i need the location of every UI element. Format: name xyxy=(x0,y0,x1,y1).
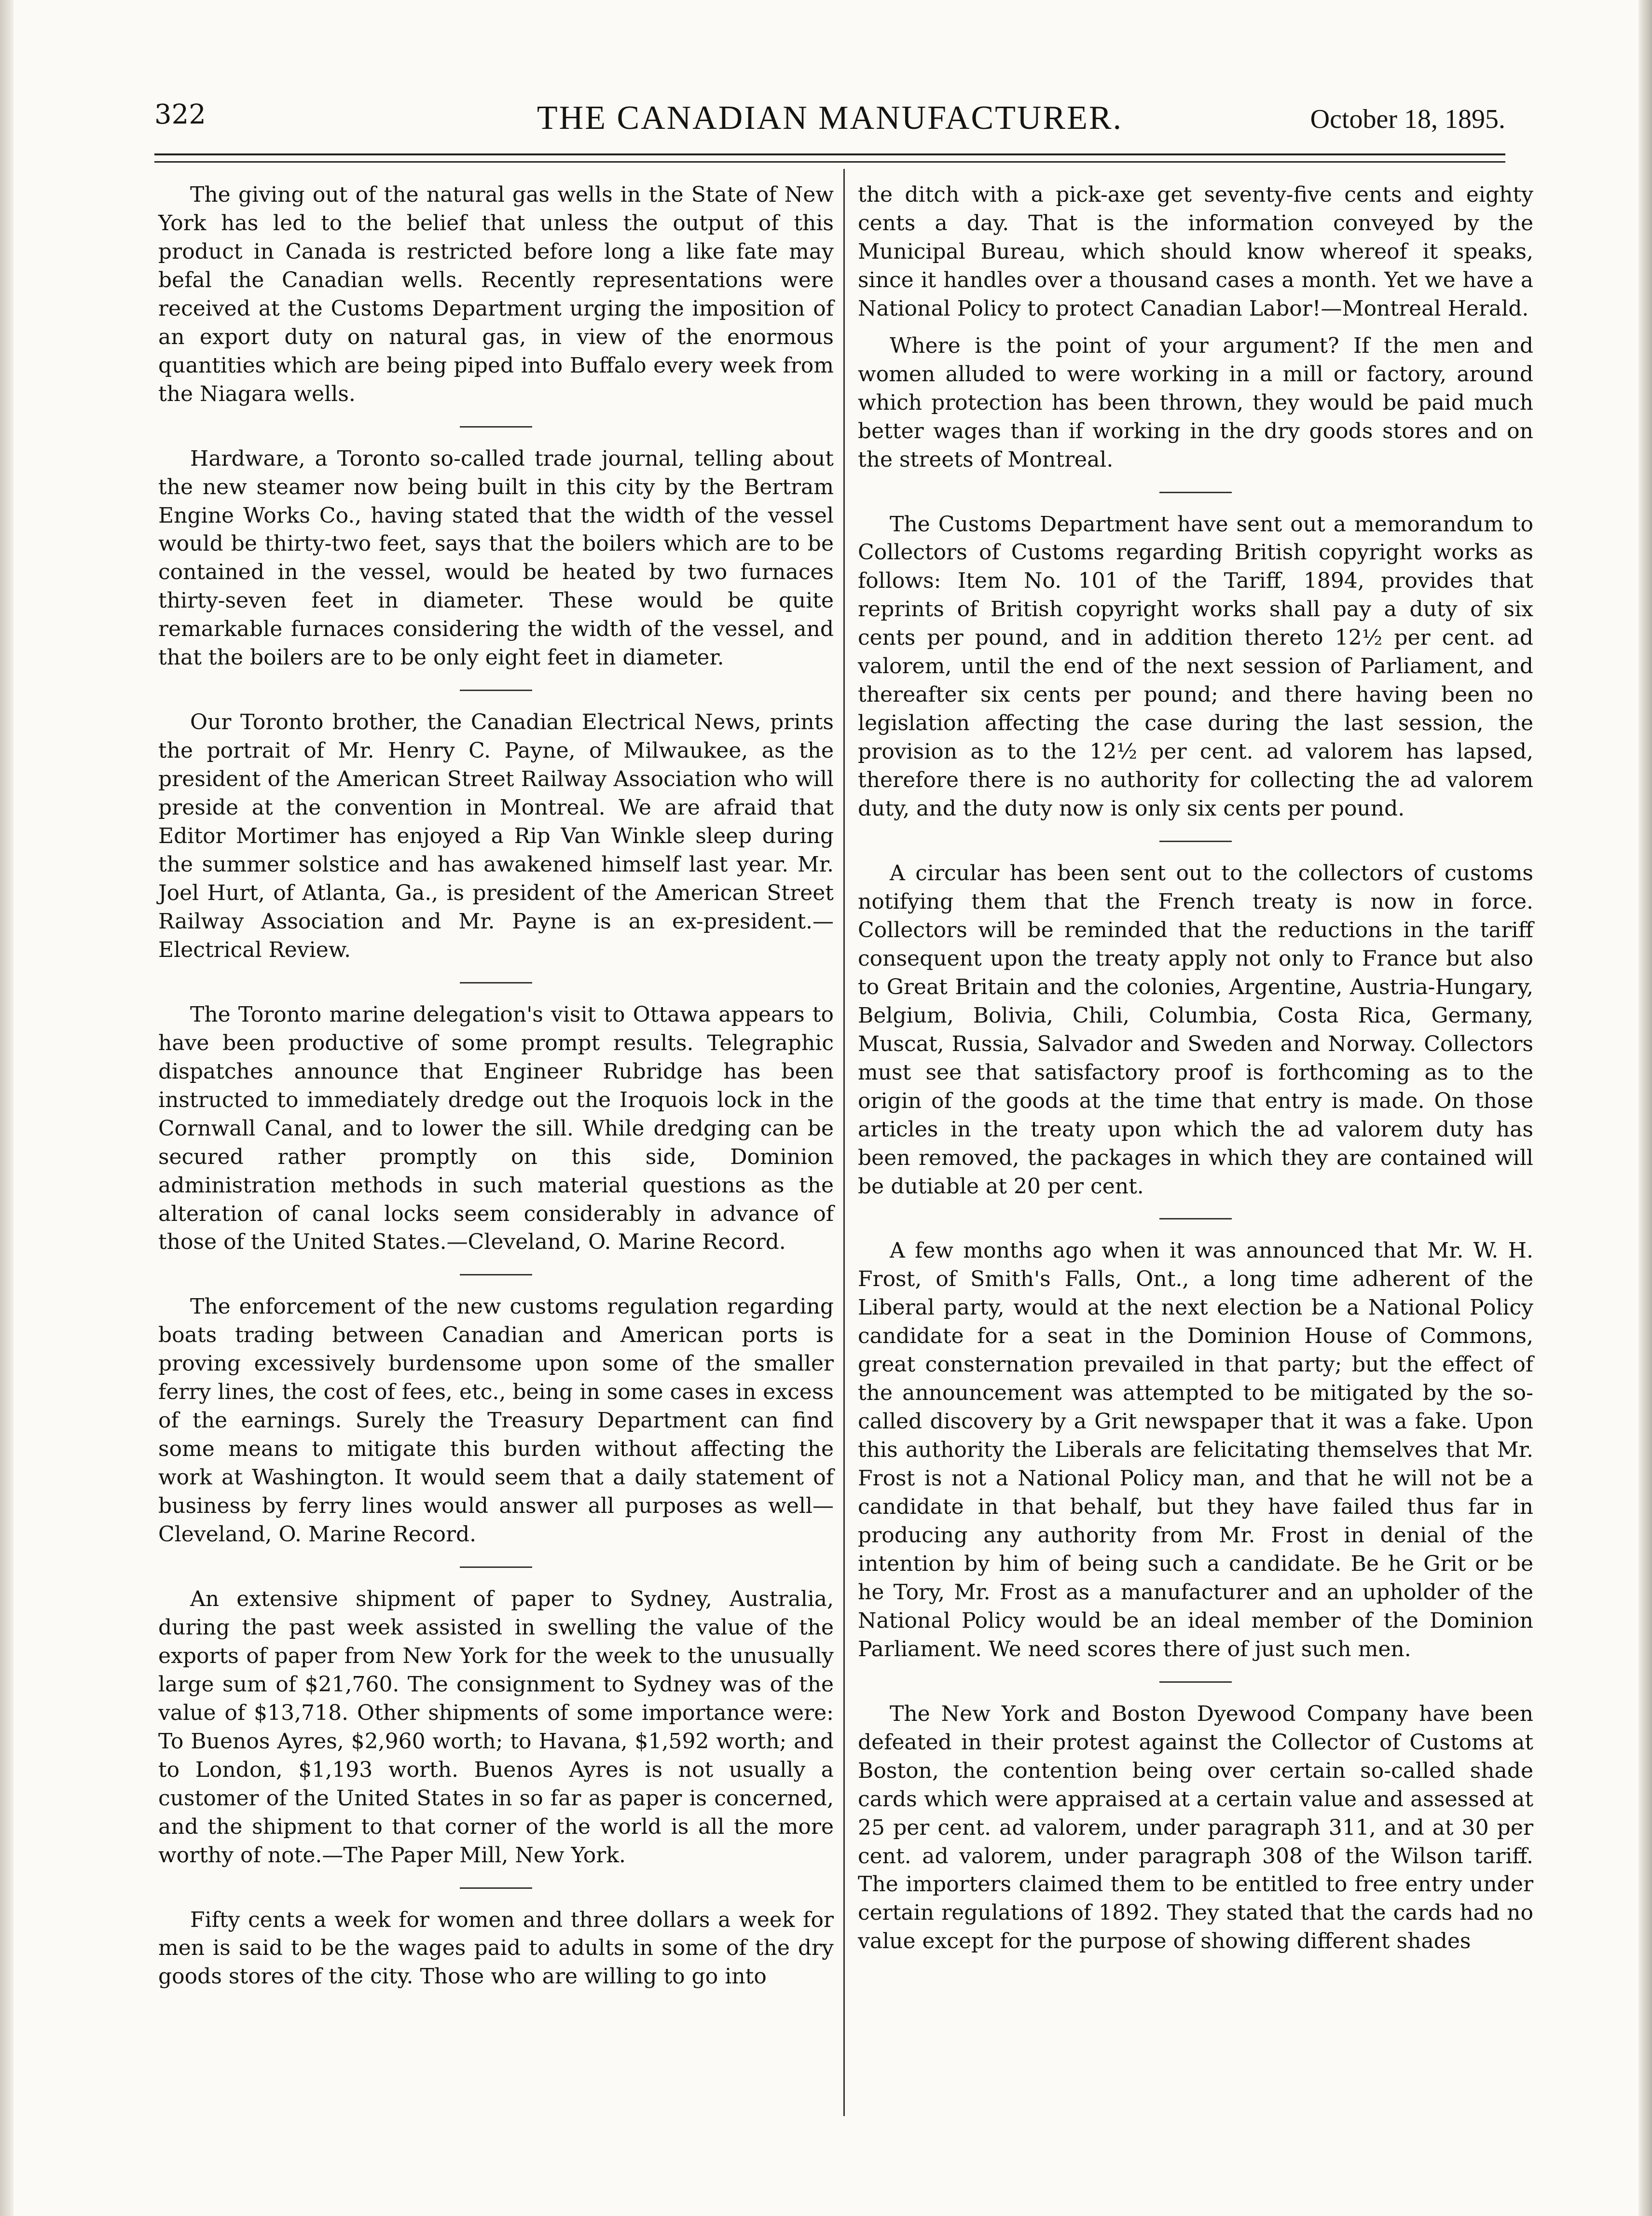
page-header xyxy=(154,99,1505,142)
separator xyxy=(1159,841,1232,842)
separator xyxy=(460,1566,532,1568)
separator xyxy=(460,690,532,691)
article-customs-ferry: The enforcement of the new customs regulation regarding boats trading between Canadian and American ports is proving excessively burdensome upon some of the smaller ferry lines, the cost of fees, etc., being in some cases in excess of the earnings. Surely the Treasury Department can find some means to mitigate this burden without affecting the work at Washington. It would seem that a daily statement of business by ferry lines would answer all purposes as well—Cleveland, O. Marine Record. xyxy=(158,1294,834,1547)
article-marine-delegation: The Toronto marine delegation's visit to Ottawa appears to have been productive of some prompt results. Telegraphic dispatches announce that Engineer Rubridge has been instructed to immediately dredge out the Iroquois lock in the Cornwall Canal, and to lower the sill. While dredging can be secured rather promptly on this side, Dominion administration methods in such material questions as the alteration of canal locks seem considerably in advance of those of the United States.—Cleveland, O. Marine Record. xyxy=(158,1002,834,1255)
separator xyxy=(1159,1218,1232,1219)
separator xyxy=(1159,492,1232,493)
issue-date: October 18, 1895. xyxy=(1310,104,1505,134)
article-dyewood-company: The New York and Boston Dyewood Company have been defeated in their protest against the Collector of Customs at Boston, the contention being over certain so-called shade cards which were appraised at a certain value and assessed at 25 per cent. ad valorem, under paragraph 311, and at 30 per cent. ad valorem, under paragraph 308 of the Wilson tariff. The importers claimed them to be entitled to free entry under certain regulations of 1892. They stated that the cards had no value except for the purpose of showing different shades xyxy=(858,1701,1533,1954)
article-copyright-memo: The Customs Department have sent out a memorandum to Collectors of Customs regarding British copyright works as follows: Item No. 101 of the Tariff, 1894, provides that reprints of British copyright works shall pay a duty of six cents per pound, and in addition thereto 12½ per cent. ad valorem, until the end of the next session of Parliament, and thereafter six cents per pound; and there having been no legislation affecting the case during the last session, the provision as to the 12½ per cent. ad valorem has lapsed, therefore there is no authority for collecting the ad valorem duty, and the duty now is only six cents per pound. xyxy=(858,512,1533,821)
separator xyxy=(460,1887,532,1889)
header-rule-top xyxy=(154,153,1505,155)
separator xyxy=(460,982,532,983)
article-electrical-news: Our Toronto brother, the Canadian Electrical News, prints the portrait of Mr. Henry C. Payne, of Milwaukee, as the president of the American Street Railway Association who will preside at the convention in Montreal. We are afraid that Editor Mortimer has enjoyed a Rip Van Winkle sleep during the summer solstice and has awakened himself last year. Mr. Joel Hurt, of Atlanta, Ga., is president of the American Street Railway Association and Mr. Payne is an ex-president.—Electrical Review. xyxy=(158,710,834,962)
article-french-treaty: A circular has been sent out to the collectors of customs notifying them that the French treaty is now in force. Collectors will be reminded that the reductions in the tariff consequent upon the treaty apply not only to France but also to Great Britain and the colonies, Argentine, Austria-Hungary, Belgium, Bolivia, Chili, Columbia, Costa Rica, Germany, Muscat, Russia, Salvador and Sweden and Norway. Collectors must see that satisfactory proof is forthcoming as to the origin of the goods at the time that entry is made. On those articles in the treaty upon which the ad valorem duty has been removed, the packages in which they are contained will be dutiable at 20 per cent. xyxy=(858,861,1533,1199)
page-number: 322 xyxy=(154,99,206,130)
header-rule-bottom xyxy=(154,161,1505,163)
masthead-title: THE CANADIAN MANUFACTURER. xyxy=(537,99,1123,137)
left-column xyxy=(158,181,834,1991)
article-paper-shipment: An extensive shipment of paper to Sydney, Australia, during the past week assisted in swelling the value of the exports of paper from New York for the week to the unusually large sum of $21,760. The consignment to Sydney was of the value of $13,718. Other shipments of some importance were: To Buenos Ayres, $2,960 worth; to Havana, $1,592 worth; and to London, $1,193 worth. Buenos Ayres is not usually a customer of the United States in so far as paper is concerned, and the shipment to that corner of the world is all the more worthy of note.—The Paper Mill, New York. xyxy=(158,1586,834,1868)
separator xyxy=(460,426,532,428)
article-wages-reply: Where is the point of your argument? If the men and women alluded to were working in a mill or factory, around which protection has been thrown, they would be paid much better wages than if working in the dry goods stores and on the streets of Montreal. xyxy=(858,333,1533,472)
column-divider xyxy=(843,169,845,2116)
separator xyxy=(1159,1681,1232,1683)
right-column xyxy=(858,181,1533,1956)
article-mr-frost: A few months ago when it was announced that Mr. W. H. Frost, of Smith's Falls, Ont., a long time adherent of the Liberal party, would at the next election be a National Policy candidate for a seat in the Dominion House of Commons, great consternation prevailed in that party; but the effect of the announcement was attempted to be mitigated by the so-called discovery by a Grit newspaper that it was a fake. Upon this authority the Liberals are felicitating themselves that Mr. Frost is not a National Policy man, and that he will not be a candidate in that behalf, but they have failed thus far in producing any authority from Mr. Frost in denial of the intention by him of being such a candidate. Be he Grit or be he Tory, Mr. Frost as a manufacturer and an upholder of the National Policy would be an ideal member of the Dominion Parliament. We need scores there of just such men. xyxy=(858,1238,1533,1662)
article-hardware-steamer: Hardware, a Toronto so-called trade journal, telling about the new steamer now being built in this city by the Bertram Engine Works Co., having stated that the width of the vessel would be thirty-two feet, says that the boilers which are to be contained in the vessel, would be heated by two furnaces thirty-seven feet in diameter. These would be quite remarkable furnaces considering the width of the vessel, and that the boilers are to be only eight feet in diameter. xyxy=(158,446,834,670)
separator xyxy=(460,1274,532,1275)
article-natural-gas: The giving out of the natural gas wells in the State of New York has led to the belief that unless the output of this product in Canada is restricted before long a like fate may befal the Canadian wells. Recently representations were received at the Customs Department urging the imposition of an export duty on natural gas, in view of the enormous quantities which are being piped into Buffalo every week from the Niagara wells. xyxy=(158,182,834,406)
article-wages: Fifty cents a week for women and three dollars a week for men is said to be the wages paid to adults in some of the dry goods stores of the city. Those who are willing to go into xyxy=(158,1907,834,1989)
right-page-edge xyxy=(1638,0,1652,2216)
article-wages-continued: the ditch with a pick-axe get seventy-five cents and eighty cents a day. That is the information conveyed by the Municipal Bureau, which should know whereof it speaks, since it handles over a thousand cases a month. Yet we have a National Policy to protect Canadian Labor!—Montreal Herald. xyxy=(858,182,1533,321)
left-page-edge xyxy=(0,0,14,2216)
